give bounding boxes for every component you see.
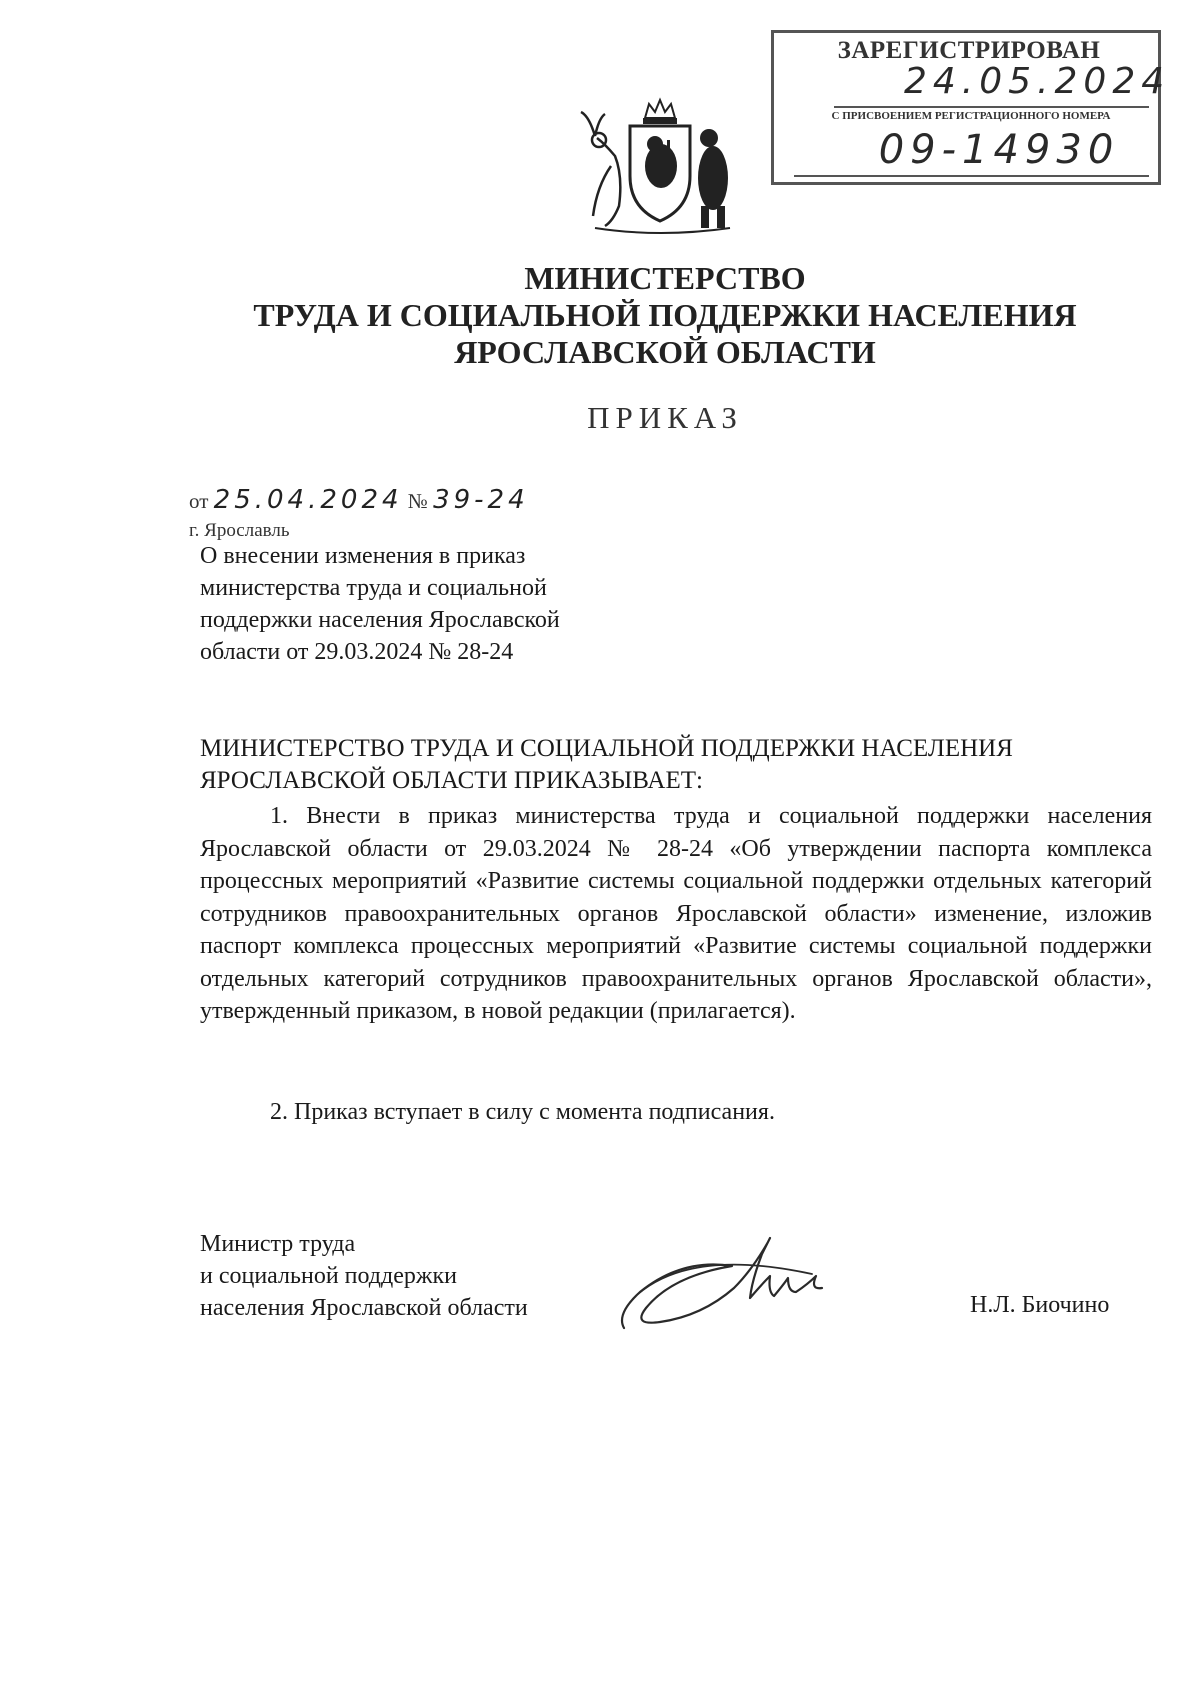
signer-position-line: и социальной поддержки: [200, 1263, 457, 1289]
intro-line: ЯРОСЛАВСКОЙ ОБЛАСТИ ПРИКАЗЫВАЕТ:: [200, 767, 703, 794]
signer-position: [200, 1228, 528, 1324]
subject-line: области от 29.03.2024 № 28-24: [200, 639, 514, 665]
registration-stamp: [771, 30, 1171, 185]
city: г. Ярославль: [189, 520, 290, 541]
subject-line: поддержки населения Ярославской: [200, 607, 560, 633]
order-subject: [200, 540, 560, 668]
ministry-heading: [100, 260, 1200, 371]
from-label: от: [189, 489, 209, 513]
stamp-subtitle: С ПРИСВОЕНИЕМ РЕГИСТРАЦИОННОГО НОМЕРА: [831, 110, 1111, 122]
stamp-registration-number: 09-14930: [878, 127, 1120, 173]
order-paragraph-2: 2. Приказ вступает в силу с момента подписания.: [270, 1099, 775, 1125]
signer-position-line: Министр труда: [200, 1231, 356, 1257]
ministry-line: ЯРОСЛАВСКОЙ ОБЛАСТИ: [454, 334, 876, 370]
order-intro: [200, 733, 1152, 797]
stamp-line: [834, 106, 1149, 108]
subject-line: министерства труда и социальной: [200, 575, 547, 601]
order-date: 25.04.2024: [213, 485, 403, 515]
handwritten-signature: [612, 1218, 842, 1338]
signer-position-line: населения Ярославской области: [200, 1295, 528, 1321]
document-type: ПРИКАЗ: [587, 400, 743, 435]
intro-line: МИНИСТЕРСТВО ТРУДА И СОЦИАЛЬНОЙ ПОДДЕРЖКИ НАСЕЛЕНИЯ: [200, 735, 1013, 762]
stamp-line: [794, 175, 1149, 177]
signer-name: Н.Л. Биочино: [970, 1292, 1110, 1318]
order-dateline: [189, 485, 529, 515]
subject-line: О внесении изменения в приказ: [200, 543, 526, 569]
order-paragraph-1: 1. Внести в приказ министерства труда и социальной поддержки населения Ярославской области от 29.03.2024 № 28-24 «Об утверждении паспорта комплекса процессных мероприятий «Развитие системы социальной поддержки отдельных категорий сотрудников правоохранительных органов Ярославской области» изменение, изложив паспорт комплекса процессных мероприятий «Развитие системы социальной поддержки отдельных категорий сотрудников правоохранительных органов Ярославской области», утвержденный приказом, в новой редакции (прилагается).: [200, 803, 1152, 1024]
stamp-title: ЗАРЕГИСТРИРОВАН: [837, 37, 1101, 64]
stamp-date: 24.05.2024: [904, 61, 1171, 102]
number-label: №: [407, 489, 428, 513]
order-number: 39-24: [433, 485, 529, 515]
coat-of-arms-icon: [575, 96, 745, 236]
ministry-line: ТРУДА И СОЦИАЛЬНОЙ ПОДДЕРЖКИ НАСЕЛЕНИЯ: [253, 297, 1077, 333]
ministry-line: МИНИСТЕРСТВО: [524, 260, 806, 296]
